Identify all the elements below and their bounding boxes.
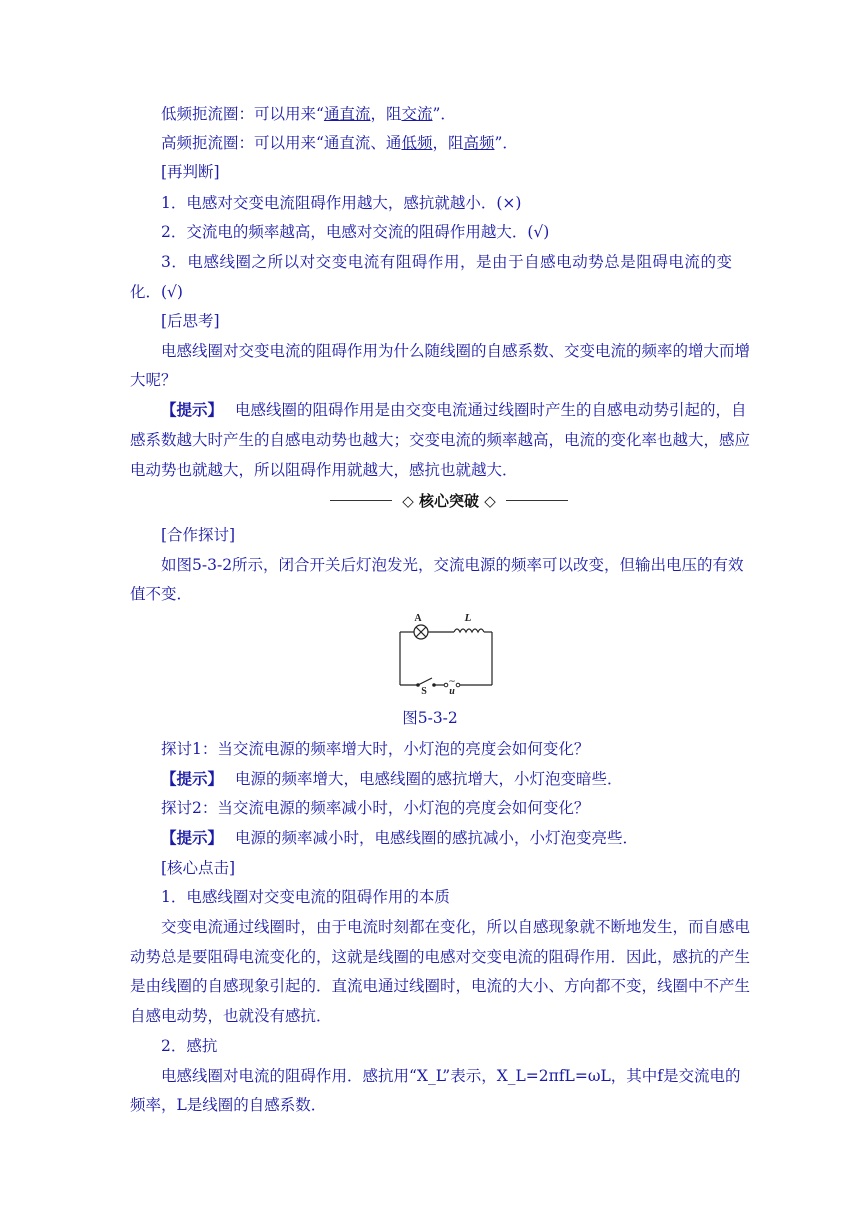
question-line-1: 电感线圈对交变电流的阻碍作用为什么随线圈的自感系数、交变电流的频率的增大而增 [161,342,751,360]
paragraph-low-freq-choke [161,104,732,124]
question-line-2: 大呢？ [130,371,177,389]
circuit-diagram [390,608,502,694]
point-1-line-4: 自感电动势，也就没有感抗． [130,1007,332,1025]
section-heading-rejudge: [再判断] [161,163,220,181]
hint-line-2: 感系数越大时产生的自感电动势也越大；交变电流的频率越高，电流的变化率也越大，感应 [130,431,751,449]
point-2-line-1: 电感线圈对电流的阻碍作用．感抗用“X_L”表示，X_L=2πfL=ωL，其中f是交流电的 [161,1067,741,1085]
point-2-heading: 2．感抗 [161,1037,218,1055]
judge-item-2: 2．交流电的频率越高，电感对交流的阻碍作用越大．(√) [161,223,550,241]
judge-item-3-line-1: 3．电感线圈之所以对交变电流有阻碍作用，是由于自感电动势总是阻碍电流的变 [161,253,732,271]
section-banner [330,490,568,512]
circuit-svg [390,608,502,694]
ac-tilde-icon: ~ [448,677,456,687]
text: 电感线圈的阻碍作用是由交变电流通过线圈时产生的自感电动势引起的，自 [235,401,747,419]
hint-tag: 【提示】 [161,400,224,419]
switch-contact [416,683,420,687]
underlined-term: 交流 [401,105,433,123]
hint-tag: 【提示】 [161,769,224,788]
hint-tag: 【提示】 [161,828,224,847]
section-heading-reflect: [后思考] [161,312,220,330]
section-heading-cooperate: [合作探讨] [161,526,236,544]
point-1-heading: 1．电感线圈对交变电流的阻碍作用的本质 [161,888,450,906]
banner-text: 核心突破 [418,492,479,510]
figure-caption: 图5-3-2 [402,709,458,727]
underlined-term: 高频 [463,134,495,152]
switch-label: S [421,686,427,694]
discuss-2: 探讨2：当交流电源的频率减小时，小灯泡的亮度会如何变化？ [161,799,590,817]
inductor-label: L [464,612,472,624]
text: 低频扼流圈：可以用来“ [161,105,324,123]
banner-title: ◇ 核心突破 ◇ [402,492,496,510]
judge-item-3-line-2: 化．(√) [130,283,183,301]
text: ，阻 [432,134,464,152]
lamp-label: A [414,613,422,624]
text: ，阻 [370,105,402,123]
source-terminal [456,683,460,687]
intro-line-2: 值不变． [130,585,193,603]
point-1-line-1: 交变电流通过线圈时，由于电流时刻都在变化，所以自感现象就不断地发生，而自感电 [161,918,751,936]
switch-contact [432,683,436,687]
judge-item-1: 1．电感对交变电流阻碍作用越大，感抗就越小．(×) [161,194,522,212]
discuss-1: 探讨1：当交流电源的频率增大时，小灯泡的亮度会如何变化？ [161,740,590,758]
text: ”． [432,105,456,123]
intro-line-1: 如图5-3-2所示，闭合开关后灯泡发光，交流电源的频率可以改变，但输出电压的有效 [161,556,744,574]
hint-discuss-2 [161,828,732,848]
hint-line-3: 电动势也就越大，所以阻碍作用就越大，感抗也就越大． [130,461,518,479]
point-1-line-2: 动势总是要阻碍电流变化的，这就是线圈的电感对交变电流的阻碍作用．因此，感抗的产生 [130,948,751,966]
section-heading-core: [核心点击] [161,859,236,877]
underlined-term: 低频 [401,134,433,152]
hint-line-1 [161,400,747,420]
paragraph-high-freq-choke [161,133,732,153]
underlined-term: 通直流 [323,105,371,123]
point-2-line-2: 频率，L是线圈的自感系数． [130,1096,327,1114]
text: 电源的频率增大，电感线圈的感抗增大，小灯泡变暗些． [235,770,623,788]
point-1-line-3: 是由线圈的自感现象引起的．直流电通过线圈时，电流的大小、方向都不变，线圈中不产生 [130,977,751,995]
source-label: u [449,686,455,694]
hint-discuss-1 [161,769,732,789]
text: 高频扼流圈：可以用来“通直流、通 [161,134,402,152]
text: ”． [494,134,518,152]
text: 电源的频率减小时，电感线圈的感抗减小，小灯泡变亮些． [235,829,639,847]
